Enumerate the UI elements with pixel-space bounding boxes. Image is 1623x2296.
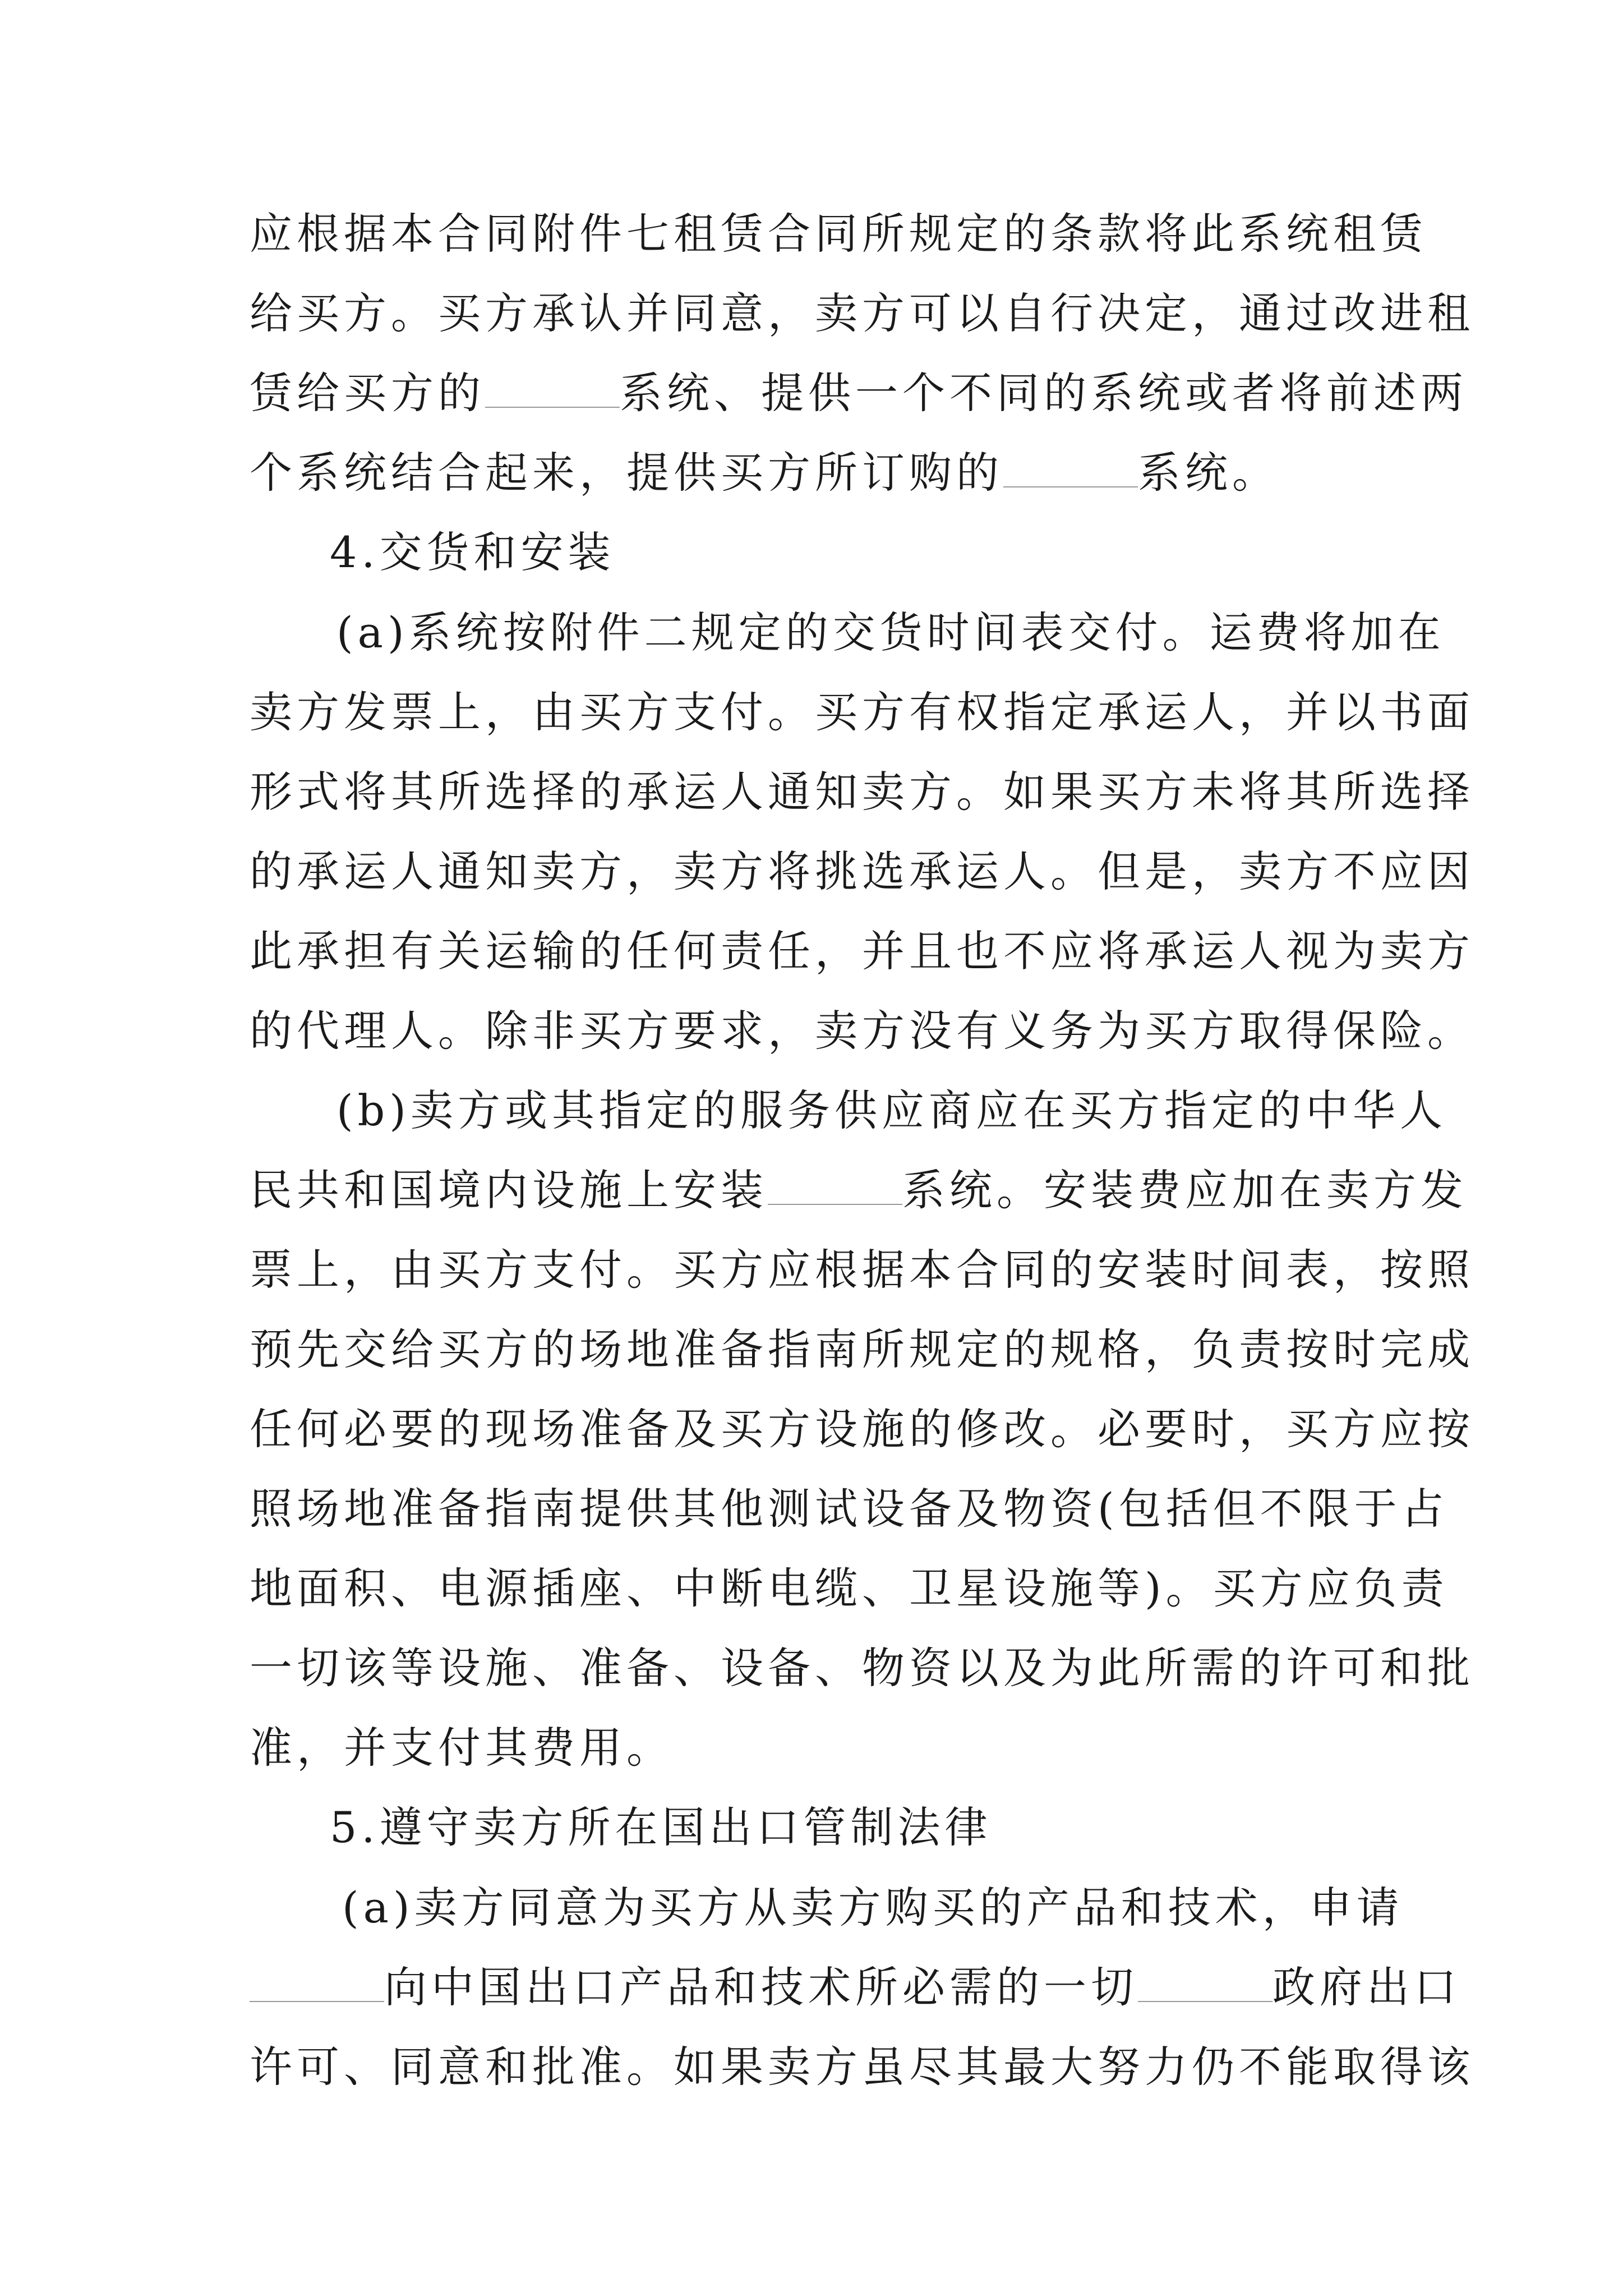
text-line (250, 362, 1468, 424)
text-segment: (b)卖方或其指定的服务供应商应在买方指定的中华人 (336, 1085, 1447, 1135)
text-segment: 5.遵守卖方所在国出口管制法律 (330, 1802, 992, 1852)
text-segment: 预先交给买方的场地准备指南所规定的规格，负责按时完成 (250, 1324, 1474, 1374)
fill-in-blank (485, 364, 620, 408)
text-line (250, 1478, 1449, 1540)
text-line (250, 682, 1474, 743)
text-segment: 许可、同意和批准。如果卖方虽尽其最大努力仍不能取得该 (250, 2042, 1474, 2092)
text-line (250, 1000, 1474, 1062)
text-line (250, 1558, 1449, 1619)
text-segment: 地面积、电源插座、中断电缆、卫星设施等)。买方应负责 (250, 1563, 1449, 1613)
text-segment: 票上，由买方支付。买方应根据本合同的安装时间表，按照 (250, 1245, 1474, 1295)
text-line (250, 442, 1388, 504)
text-segment: 民共和国境内设施上安装 (250, 1165, 768, 1215)
text-line (250, 1239, 1474, 1301)
text-line (250, 1957, 1461, 2018)
text-line (250, 1398, 1474, 1460)
text-segment: 向中国出口产品和技术所必需的一切 (384, 1962, 1138, 2012)
text-line (250, 1637, 1474, 1699)
text-segment: 系统。安装费应加在卖方发 (902, 1165, 1468, 1215)
text-segment: (a)卖方同意为买方从卖方购买的产品和技术，申请 (342, 1883, 1404, 1932)
text-line (336, 1080, 1475, 1142)
text-line (250, 1159, 1468, 1221)
text-segment: 的承运人通知卖方，卖方将挑选承运人。但是，卖方不应因 (250, 846, 1474, 896)
text-line (250, 921, 1474, 982)
text-line (250, 2036, 1474, 2098)
fill-in-blank (1138, 1958, 1272, 2002)
text-segment: 政府出口 (1272, 1962, 1461, 2012)
section-heading (330, 1797, 1468, 1858)
text-segment: 照场地准备指南提供其他测试设备及物资(包括但不限于占 (250, 1484, 1449, 1534)
text-segment: 此承担有关运输的任何责任，并且也不应将承运人视为卖方 (250, 926, 1474, 976)
text-segment: 的代理人。除非买方要求，卖方没有义务为买方取得保险。 (250, 1006, 1474, 1056)
text-segment: 卖方发票上，由买方支付。买方有权指定承运人，并以书面 (250, 687, 1474, 737)
text-segment: 系统、提供一个不同的系统或者将前述两 (620, 368, 1468, 418)
text-line (250, 761, 1474, 823)
fill-in-blank (768, 1161, 902, 1205)
text-segment: 个系统结合起来，提供买方所订购的 (250, 448, 1003, 498)
text-segment: 赁给买方的 (250, 368, 485, 418)
text-line (250, 1717, 1388, 1779)
text-segment: 任何必要的现场准备及买方设施的修改。必要时，买方应按 (250, 1404, 1474, 1454)
fill-in-blank (250, 1958, 384, 2002)
section-heading (330, 522, 1468, 583)
text-segment: 准，并支付其费用。 (250, 1723, 674, 1773)
text-line (336, 602, 1475, 664)
text-segment: 应根据本合同附件七租赁合同所规定的条款将此系统租赁 (250, 209, 1427, 259)
text-segment: 一切该等设施、准备、设备、物资以及为此所需的许可和批 (250, 1643, 1474, 1693)
text-line (250, 841, 1474, 903)
fill-in-blank (1003, 444, 1138, 487)
text-segment: 4.交货和安装 (330, 527, 615, 577)
text-segment: 给买方。买方承认并同意，卖方可以自行决定，通过改进租 (250, 288, 1474, 338)
text-line (342, 1877, 1481, 1939)
text-segment: 系统。 (1138, 448, 1279, 498)
text-segment: 形式将其所选择的承运人通知卖方。如果买方未将其所选择 (250, 767, 1474, 817)
text-line (250, 203, 1427, 265)
text-line (250, 1319, 1474, 1381)
text-segment: (a)系统按附件二规定的交货时间表交付。运费将加在 (336, 608, 1445, 657)
text-line (250, 283, 1474, 344)
